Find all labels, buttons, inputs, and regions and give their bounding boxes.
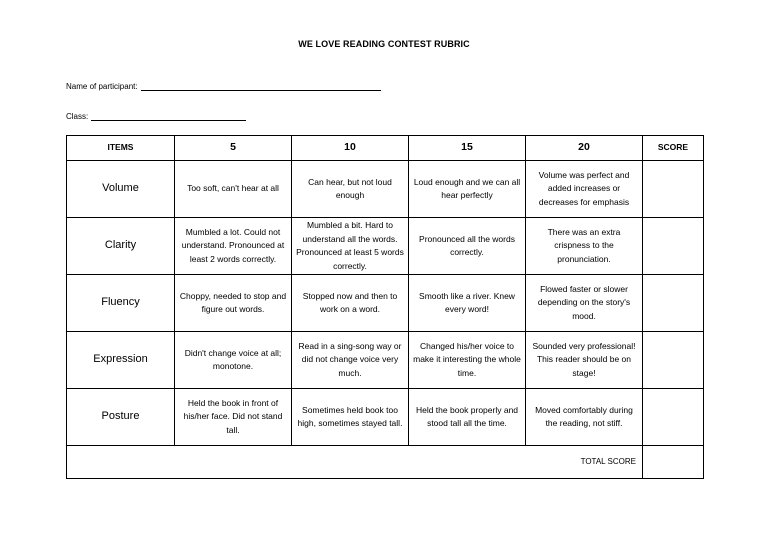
rubric-row-volume — [67, 161, 704, 218]
score-cell[interactable] — [643, 275, 704, 332]
criteria-cell: Stopped now and then to work on a word. — [292, 275, 409, 332]
participant-name-field — [66, 82, 381, 91]
participant-name-label: Name of participant: — [66, 82, 138, 91]
score-cell[interactable] — [643, 389, 704, 446]
rubric-row-expression — [67, 332, 704, 389]
criteria-cell: Smooth like a river. Knew every word! — [409, 275, 526, 332]
criteria-cell: Choppy, needed to stop and figure out words. — [175, 275, 292, 332]
item-label: Posture — [67, 389, 175, 446]
criteria-cell: Pronounced all the words correctly. — [409, 218, 526, 275]
criteria-cell: Volume was perfect and added increases or decreases for emphasis — [526, 161, 643, 218]
criteria-cell: Flowed faster or slower depending on the story's mood. — [526, 275, 643, 332]
total-score-label: TOTAL SCORE — [67, 446, 643, 479]
criteria-cell: Can hear, but not loud enough — [292, 161, 409, 218]
criteria-cell: Mumbled a bit. Hard to understand all the words. Pronounced at least 5 words correctly. — [292, 218, 409, 275]
total-score-cell[interactable] — [643, 446, 704, 479]
criteria-cell: Loud enough and we can all hear perfectly — [409, 161, 526, 218]
rubric-row-clarity — [67, 218, 704, 275]
header-items: ITEMS — [67, 136, 175, 161]
page-title: WE LOVE READING CONTEST RUBRIC — [298, 39, 470, 49]
criteria-cell: Mumbled a lot. Could not understand. Pronounced at least 2 words correctly. — [175, 218, 292, 275]
criteria-cell: Held the book properly and stood tall all the time. — [409, 389, 526, 446]
criteria-cell: Didn't change voice at all; monotone. — [175, 332, 292, 389]
class-blank-line — [91, 119, 246, 121]
total-score-row — [67, 446, 704, 479]
header-score: SCORE — [643, 136, 704, 161]
item-label: Volume — [67, 161, 175, 218]
header-5: 5 — [175, 136, 292, 161]
item-label: Clarity — [67, 218, 175, 275]
class-label: Class: — [66, 112, 89, 121]
item-label: Fluency — [67, 275, 175, 332]
participant-name-blank-line — [141, 89, 381, 91]
criteria-cell: Sometimes held book too high, sometimes stayed tall. — [292, 389, 409, 446]
header-10: 10 — [292, 136, 409, 161]
header-20: 20 — [526, 136, 643, 161]
score-cell[interactable] — [643, 332, 704, 389]
score-cell[interactable] — [643, 161, 704, 218]
item-label: Expression — [67, 332, 175, 389]
rubric-row-fluency — [67, 275, 704, 332]
header-15: 15 — [409, 136, 526, 161]
criteria-cell: Changed his/her voice to make it interesting the whole time. — [409, 332, 526, 389]
criteria-cell: Held the book in front of his/her face. Did not stand tall. — [175, 389, 292, 446]
rubric-table — [66, 135, 704, 479]
rubric-header-row — [67, 136, 704, 161]
criteria-cell: Moved comfortably during the reading, not stiff. — [526, 389, 643, 446]
rubric-row-posture — [67, 389, 704, 446]
criteria-cell: Read in a sing-song way or did not change voice very much. — [292, 332, 409, 389]
criteria-cell: Sounded very professional! This reader should be on stage! — [526, 332, 643, 389]
class-field — [66, 112, 246, 121]
criteria-cell: There was an extra crispness to the pronunciation. — [526, 218, 643, 275]
criteria-cell: Too soft, can't hear at all — [175, 161, 292, 218]
score-cell[interactable] — [643, 218, 704, 275]
